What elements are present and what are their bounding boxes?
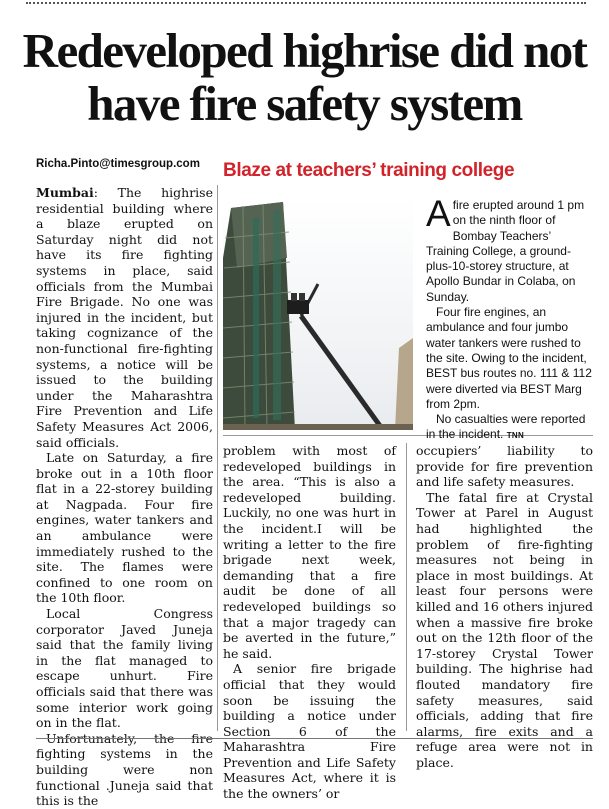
sidebar-closing-text: No casualties were reported in the incident. [426, 412, 586, 442]
sidebar-lead-text: fire erupted around 1 pm on the ninth floor of Bombay Teachers’ Training College, a ground-plus-10-storey structure, at Apollo Bundar in Colaba, on Sunday. [426, 198, 585, 304]
fire-photo-image [223, 198, 413, 430]
story-paragraph: occupiers’ liability to provide for fire prevention and life safety measures. [416, 443, 593, 490]
column-rule [406, 443, 407, 731]
fire-photo [223, 198, 413, 430]
sidebar-story [426, 193, 593, 444]
headline: Redeveloped highrise did not have fire safety system [22, 23, 587, 131]
story-column-3 [416, 443, 593, 770]
story-paragraph: Local Congress corporator Javed Juneja said that the family living in the flat managed to escape unhurt. Fire officials said that there was some interior work going on in the flat. [36, 606, 213, 731]
sidebar-paragraph: Four fire engines, an ambulance and four jumbo water tankers were rushed to the site. Owing to the incident, BEST bus routes no. 111 & 112 were diverted via BEST Marg from 2pm. [426, 305, 592, 411]
story-paragraph: Unfortunately, the fire fighting systems in the building were non functional .Juneja said that this is the [36, 730, 213, 809]
story-column-1 [36, 185, 213, 809]
story-paragraph: problem with most of redeveloped buildings in the area. “This is also a redeveloped building. Luckily, no one was hurt in the incident.I will be writing a letter to the fire brigade next week, demanding that a fire audit be done of all redeveloped buildings so that a major tragedy can be averted in the future,” he said. [223, 443, 396, 661]
byline: Richa.Pinto@timesgroup.com [36, 158, 200, 170]
sidebar-paragraph [426, 193, 593, 305]
story-lead-text: : The highrise residential building where a blaze erupted on Saturday night did not have its fire fighting systems in place, said officials from the Mumbai Fire Brigade. No one was injured in the incident, but taking cognizance of the non-functional fire-fighting systems, a notice will be issued to the building under the Maharashtra Fire Prevention and Life Safety Measures Act 2006, said officials. [36, 185, 213, 450]
dropcap: A [426, 193, 451, 234]
story-paragraph: Late on Saturday, a fire broke out in a 10th floor flat in a 22-storey building at Nagpada. Four fire engines, water tankers and an ambulance were immediately rushed to the site. The flames were confined to one room on the 10th floor. [36, 450, 213, 606]
sidebar-paragraph [426, 412, 593, 444]
story-column-2 [223, 443, 396, 802]
story-paragraph: A senior fire brigade official that they would soon be issuing the building a notice under Section 6 of the Maharashtra Fire Prevention and Life Safety Measures Act, where it is the the owners’ or [223, 661, 396, 802]
sidebar-title: Blaze at teachers’ training college [223, 160, 515, 181]
story-paragraph: The fatal fire at Crystal Tower at Parel in August had highlighted the problem of fire-fighting measures not being in place in most buildings. At least four persons were killed and 16 others injured when a massive fire broke out on the 12th floor of the 17-storey Crystal Tower building. The highrise had flouted mandatory fire safety measures, said officials, adding that fire alarms, fire exits and a refuge area were not in place. [416, 489, 593, 770]
column-rule [217, 185, 218, 731]
top-rule [26, 2, 586, 4]
dateline: Mumbai [36, 185, 94, 200]
bottom-rule [36, 738, 593, 739]
news-agency-credit: TNN [506, 431, 525, 441]
story-paragraph [36, 185, 213, 450]
